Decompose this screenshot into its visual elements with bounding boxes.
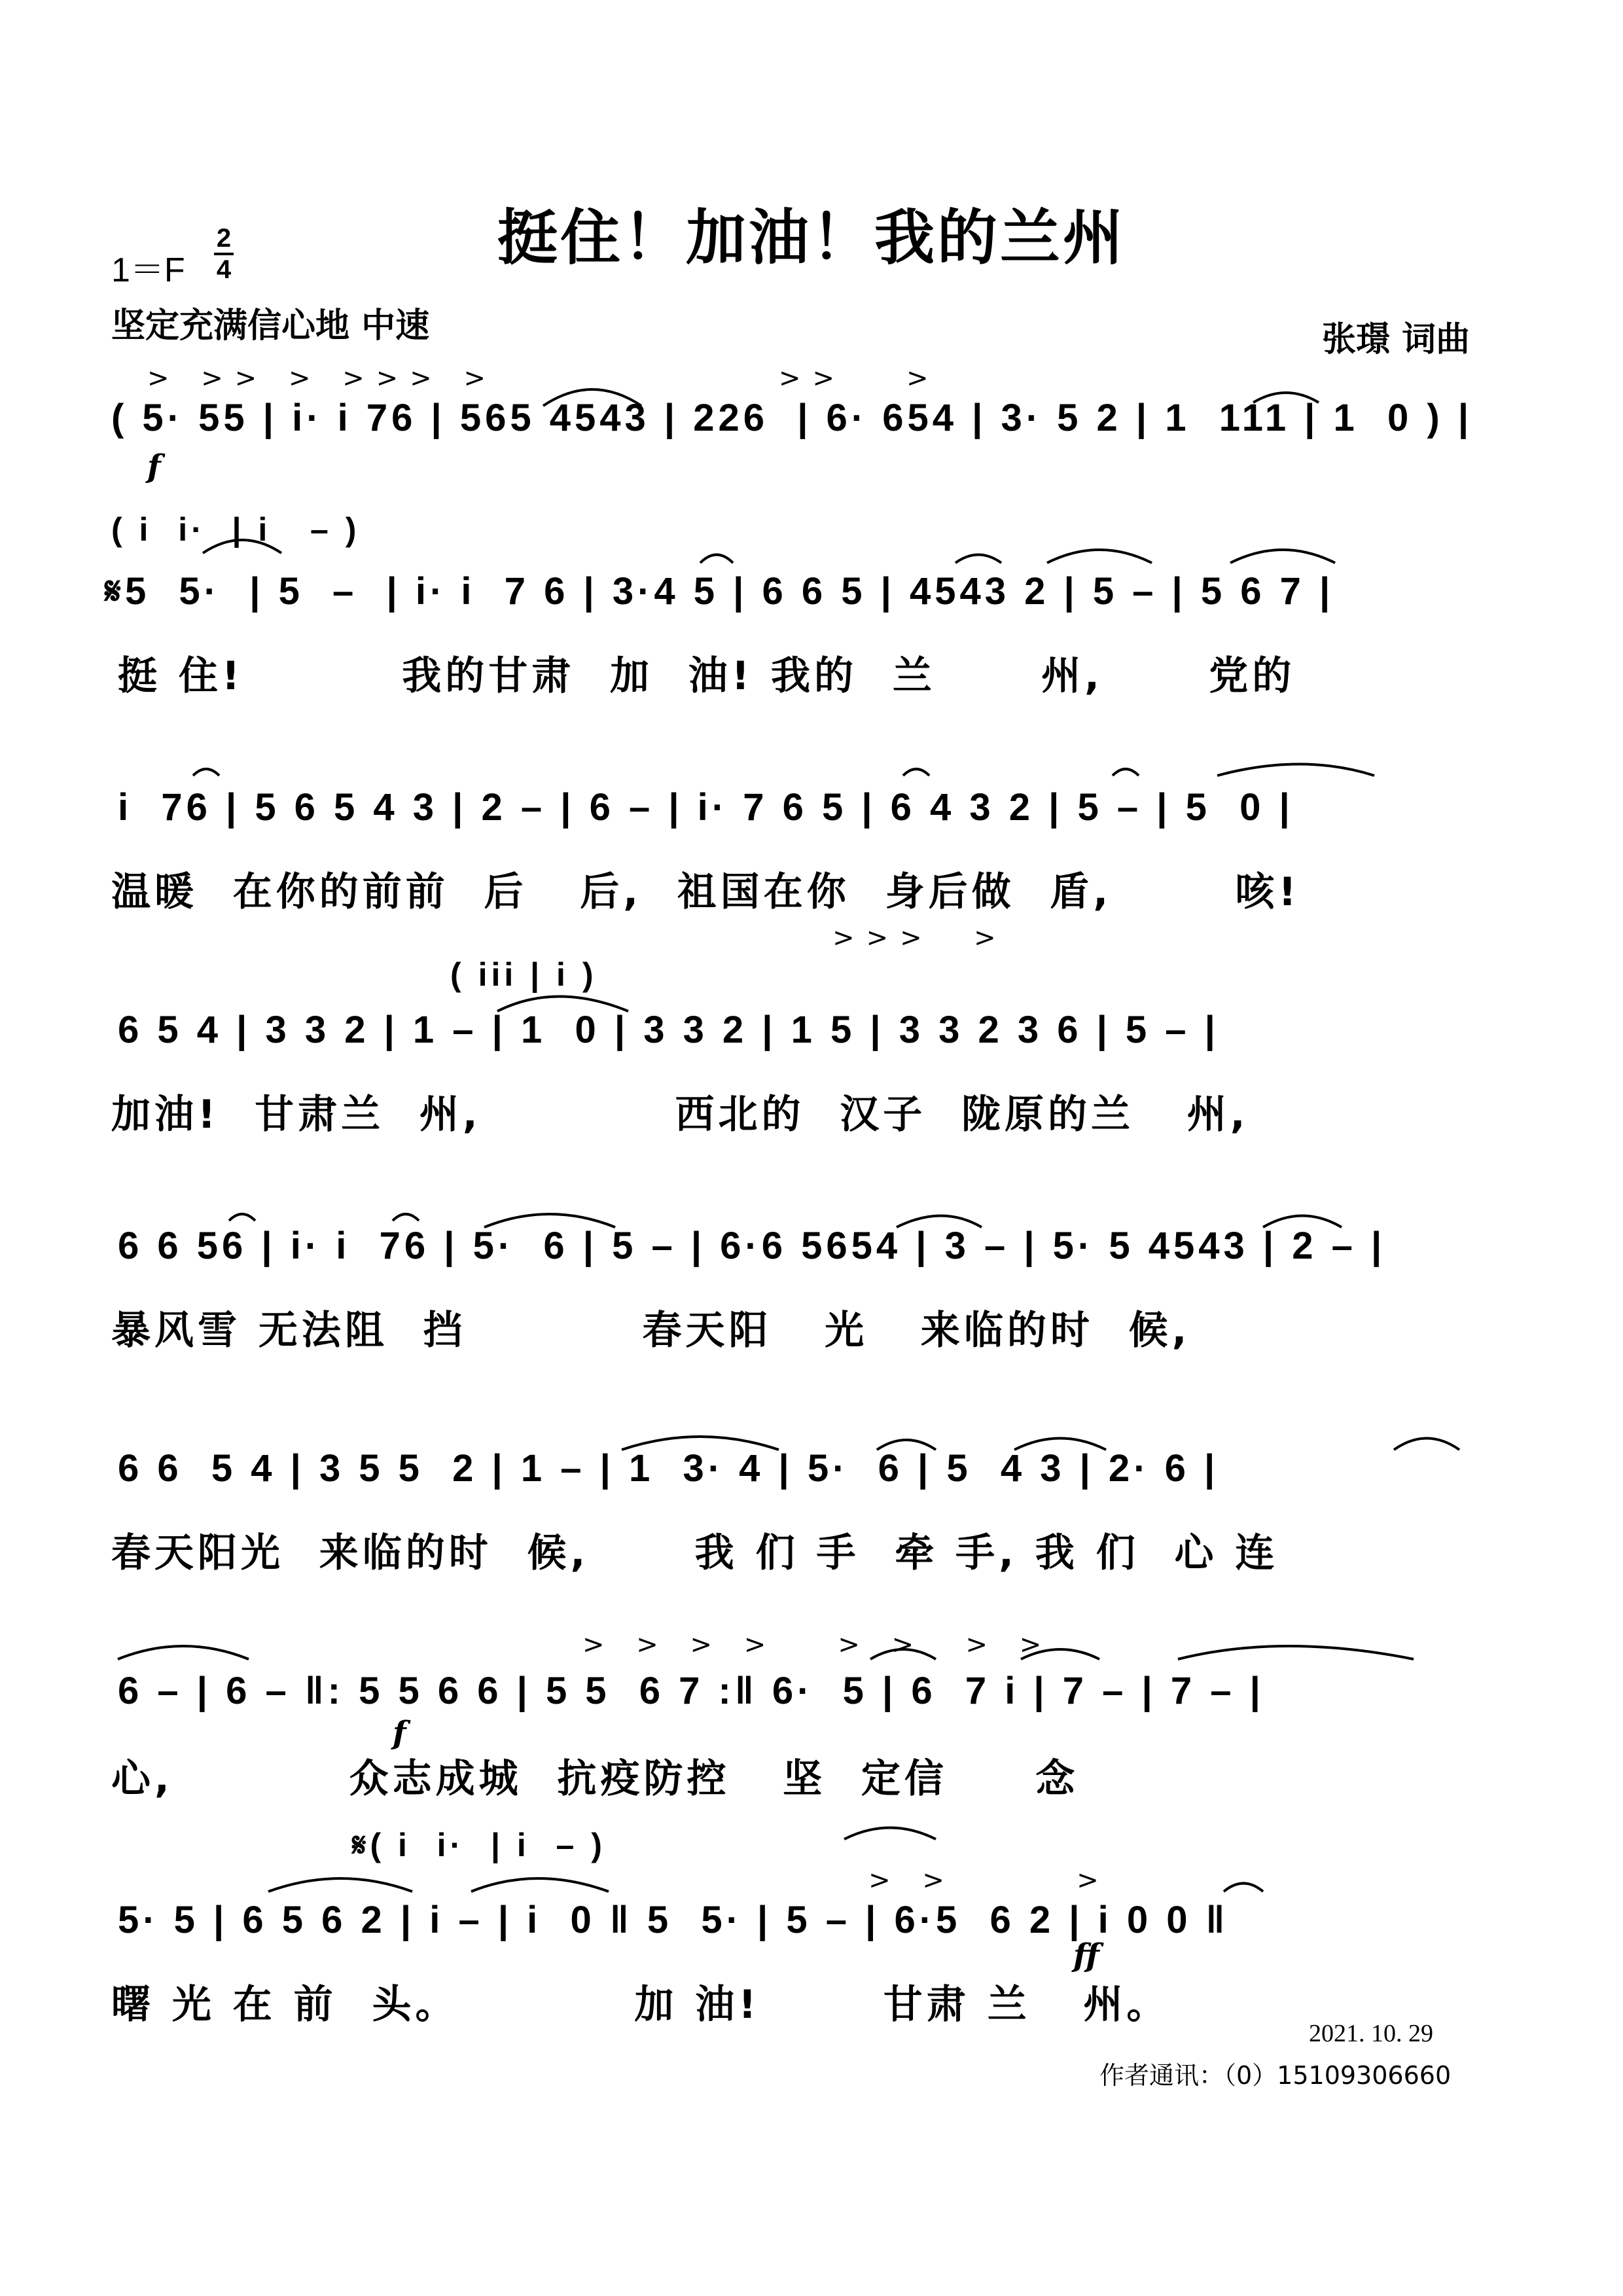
lyrics-line: 春天阳光 来临的时 候, 我 们 手 牵 手, 我 们 心 连 [111, 1530, 1279, 1576]
date: 2021. 10. 29 [1309, 2020, 1433, 2047]
composer-credit: 张璟 词曲 [1322, 320, 1471, 359]
meter-top: 2 [216, 224, 232, 253]
lyrics-line: 挺 住! 我的甘肃 加 油! 我的 兰 州, 党的 [118, 653, 1296, 699]
dynamic-marking: f [147, 448, 161, 485]
notation-line: 6 5 4 | 3 3 2 | 1 – | 1 0 | 3 3 2 | 1 5 | 3 3 2 3 6 | 5 – | [118, 1009, 1219, 1051]
notation-line: 6 – | 6 – ‖: 5 5 6 6 | 5 5 6 7 :‖ 6· 5 | 6 7 i | 7 – | 7 – | [118, 1670, 1264, 1712]
page-title: 挺住！加油！我的兰州 [497, 203, 1126, 273]
dynamic-marking: f [393, 1715, 406, 1751]
intro-notation: 𝄋( i i· | i – ) [105, 1827, 606, 1863]
notation-line: ( 5· 55 | i· i 76 | 565 4543 | 226 | 6· 654 | 3· 5 2 | 1 111 | 1 0 ) | [111, 397, 1473, 439]
accent-marks: >>> > [491, 923, 1008, 953]
tempo-marking: 坚定充满信心地 中速 [111, 306, 430, 346]
notation-line: i 76 | 5 6 5 4 3 | 2 – | 6 – | i· 7 6 5 | 6 4 3 2 | 5 – | 5 0 | [118, 786, 1294, 829]
key-signature: 1＝F [111, 251, 185, 289]
notation-line: 6 6 5 4 | 3 5 5 2 | 1 – | 1 3· 4 | 5· 6 | 5 4 3 | 2· 6 | [118, 1447, 1219, 1490]
accent-marks: > > > [105, 1865, 1111, 1895]
lyrics-line: 暴风雪 无法阻 挡 春天阳 光 来临的时 候, [111, 1308, 1191, 1354]
intro-notation: ( iii | i ) [216, 956, 597, 993]
lyrics-line: 曙 光 在 前 头。 加 油! 甘肃 兰 州。 [111, 1982, 1170, 2028]
author-contact: 作者通讯：（0）15109306660 [1099, 2061, 1452, 2090]
meter-bottom: 4 [216, 255, 232, 284]
accent-marks: > >> > >>> > >> > [147, 363, 940, 393]
lyrics-line: 加油! 甘肃兰 州, 西北的 汉子 陇原的兰 州, [111, 1092, 1249, 1138]
accent-marks: > > > > > > > > [301, 1630, 1054, 1660]
notation-line: 5· 5 | 6 5 6 2 | i – | i 0 ‖ 5 5· | 5 – | 6·5 6 2 | i 0 0 ‖ [118, 1899, 1229, 1941]
dynamic-marking: ff [1073, 1937, 1099, 1974]
lyrics-line: 温暖 在你的前前 后 后, 祖国在你 身后做 盾, 咳! [111, 869, 1300, 915]
time-signature [211, 224, 237, 284]
notation-line: 6 6 56 | i· i 76 | 5· 6 | 5 – | 6·6 5654 | 3 – | 5· 5 4543 | 2 – | [118, 1225, 1386, 1267]
intro-notation: ( i i· | i – ) [111, 511, 361, 548]
notation-line: 𝄋5 5· | 5 – | i· i 7 6 | 3·4 5 | 6 6 5 | 4543 2 | 5 – | 5 6 7 | [105, 570, 1334, 613]
lyrics-line: 心, 众志成城 抗疫防控 坚 定信 念 [111, 1756, 1079, 1802]
